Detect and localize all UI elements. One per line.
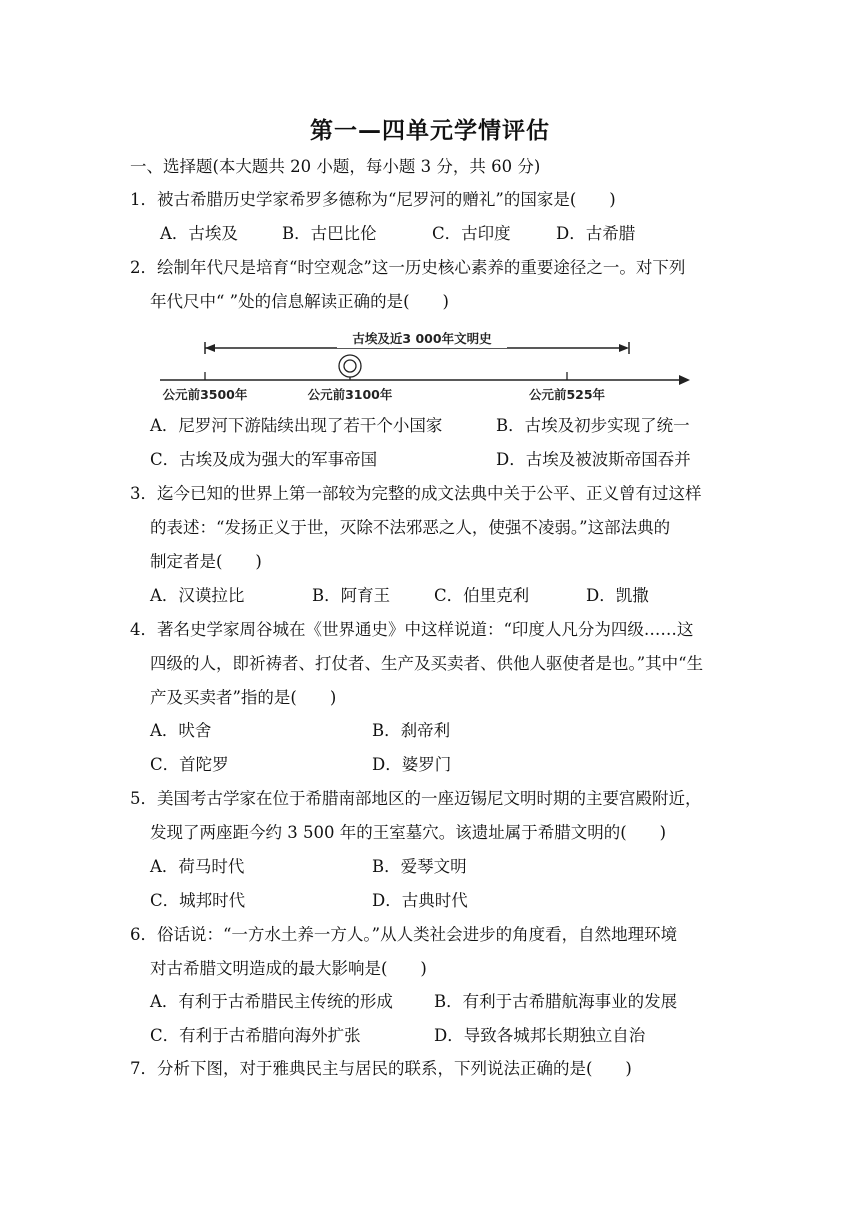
q3-option-d[interactable]: D．凯撒 <box>586 586 649 605</box>
q4-option-c[interactable]: C．首陀罗 <box>150 755 229 774</box>
span-label: 古埃及近3 000年文明史 <box>352 331 492 346</box>
span-arrow-right-head <box>619 344 629 352</box>
q6-option-c[interactable]: C．有利于古希腊向海外扩张 <box>150 1026 361 1045</box>
q1-option-b[interactable]: B．古巴比伦 <box>282 224 377 243</box>
question-3-stem-line-3: 制定者是( ) <box>150 552 262 571</box>
question-3-stem-line-2: 的表述：“发扬正义于世，灭除不法邪恶之人，使强不凌弱。”这部法典的 <box>150 518 671 537</box>
tick-label-3500: 公元前3500年 <box>162 387 248 402</box>
q6-option-d[interactable]: D．导致各城邦长期独立自治 <box>434 1026 646 1045</box>
q3-option-b[interactable]: B．阿育王 <box>312 586 391 605</box>
question-2-stem-line-2: 年代尺中“ ”处的信息解读正确的是( ) <box>150 292 449 311</box>
question-4-stem-line-1: 4．著名史学家周谷城在《世界通史》中这样说道：“印度人凡分为四级……这 <box>130 620 694 639</box>
section-heading: 一、选择题(本大题共 20 小题，每小题 3 分，共 60 分) <box>130 157 541 176</box>
q1-option-d[interactable]: D．古希腊 <box>556 224 636 243</box>
q2-option-a[interactable]: A．尼罗河下游陆续出现了若干个小国家 <box>150 416 443 435</box>
q5-option-a[interactable]: A．荷马时代 <box>150 857 245 876</box>
q4-option-a[interactable]: A．吠舍 <box>150 721 212 740</box>
question-6-stem-line-1: 6．俗话说：“一方水土养一方人。”从人类社会进步的角度看，自然地理环境 <box>130 925 678 944</box>
q4-option-d[interactable]: D．婆罗门 <box>372 755 452 774</box>
q2-option-c[interactable]: C．古埃及成为强大的军事帝国 <box>150 450 378 469</box>
question-7-stem: 7．分析下图，对于雅典民主与居民的联系，下列说法正确的是( ) <box>130 1059 632 1078</box>
q5-option-d[interactable]: D．古典时代 <box>372 891 468 910</box>
marker-inner-circle-icon <box>344 360 356 372</box>
page-title: 第一—四单元学情评估 <box>310 118 550 144</box>
q3-option-a[interactable]: A．汉谟拉比 <box>150 586 245 605</box>
question-2-stem-line-1: 2．绘制年代尺是培育“时空观念”这一历史核心素养的重要途径之一。对下列 <box>130 258 686 277</box>
q6-option-b[interactable]: B．有利于古希腊航海事业的发展 <box>434 992 678 1011</box>
question-5-stem-line-1: 5．美国考古学家在位于希腊南部地区的一座迈锡尼文明时期的主要宫殿附近， <box>130 789 702 808</box>
question-4-stem-line-3: 产及买卖者”指的是( ) <box>150 688 337 707</box>
question-1-stem: 1．被古希腊历史学家希罗多德称为“尼罗河的赠礼”的国家是( ) <box>130 190 616 209</box>
q6-option-a[interactable]: A．有利于古希腊民主传统的形成 <box>150 992 393 1011</box>
q5-option-c[interactable]: C．城邦时代 <box>150 891 246 910</box>
timeline-axis-arrow-icon <box>679 375 690 385</box>
question-4-stem-line-2: 四级的人，即祈祷者、打仗者、生产及买卖者、供他人驱使者是也。”其中“生 <box>150 654 704 673</box>
q2-option-d[interactable]: D．古埃及被波斯帝国吞并 <box>496 450 691 469</box>
question-6-stem-line-2: 对古希腊文明造成的最大影响是( ) <box>150 959 427 978</box>
timeline-figure <box>155 322 695 404</box>
q3-option-c[interactable]: C．伯里克利 <box>434 586 530 605</box>
q2-option-b[interactable]: B．古埃及初步实现了统一 <box>496 416 690 435</box>
tick-label-525: 公元前525年 <box>528 387 606 402</box>
q4-option-b[interactable]: B．刹帝利 <box>372 721 451 740</box>
q1-option-a[interactable]: A．古埃及 <box>160 224 238 243</box>
tick-label-3100: 公元前3100年 <box>307 387 393 402</box>
span-arrow-left-head <box>205 344 215 352</box>
q5-option-b[interactable]: B．爱琴文明 <box>372 857 467 876</box>
q1-option-c[interactable]: C．古印度 <box>432 224 511 243</box>
question-3-stem-line-1: 3．迄今已知的世界上第一部较为完整的成文法典中关于公平、正义曾有过这样 <box>130 484 702 503</box>
question-5-stem-line-2: 发现了两座距今约 3 500 年的王室墓穴。该遗址属于希腊文明的( ) <box>150 823 667 842</box>
